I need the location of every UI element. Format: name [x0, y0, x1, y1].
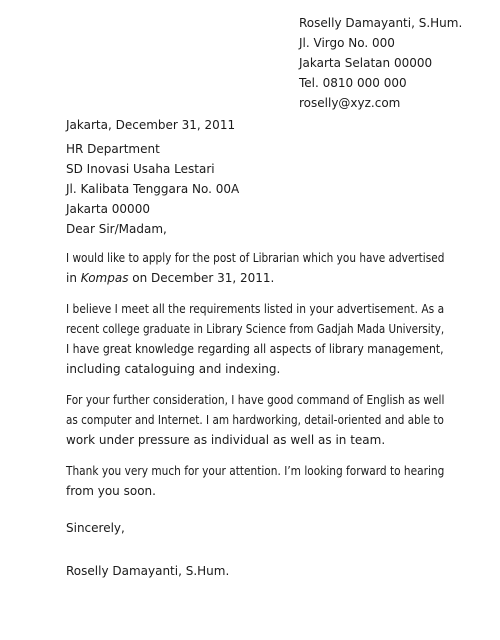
- paragraph-text: in: [66, 271, 81, 285]
- sender-name: Roselly Damayanti, S.Hum.: [299, 16, 463, 30]
- paragraph-line: from you soon.: [66, 484, 156, 498]
- paragraph-line: I have great knowledge regarding all aspects of library management,: [66, 342, 444, 356]
- complimentary-closing: [66, 518, 125, 538]
- newspaper-name: Kompas: [80, 271, 129, 285]
- sender-address-block: [299, 13, 462, 113]
- paragraph-line: as computer and Internet. I am hardworking, detail-oriented and able to: [66, 413, 444, 427]
- paragraph-line: Thank you very much for your attention. I’m looking forward to hearing: [66, 464, 445, 478]
- recipient-street: Jl. Kalibata Tenggara No. 00A: [66, 182, 240, 196]
- closing-text: Sincerely,: [66, 521, 125, 535]
- salutation: [66, 219, 167, 239]
- recipient-city: Jakarta 00000: [66, 202, 150, 216]
- paragraph-line: recent college graduate in Library Science from Gadjah Mada University,: [66, 322, 445, 336]
- recipient-address-block: [66, 139, 239, 219]
- letter-body: [66, 248, 444, 512]
- paragraph-text: on December 31, 2011.: [128, 271, 275, 285]
- salutation-text: Dear Sir/Madam,: [66, 222, 167, 236]
- recipient-department: HR Department: [66, 142, 160, 156]
- paragraph-line: work under pressure as individual as well as in team.: [66, 433, 386, 447]
- recipient-organization: SD Inovasi Usaha Lestari: [66, 162, 215, 176]
- paragraph-line: For your further consideration, I have good command of English as well: [66, 393, 445, 407]
- letter-date: [66, 115, 235, 135]
- paragraph-line: I would like to apply for the post of Librarian which you have advertised: [66, 251, 445, 265]
- sender-phone: Tel. 0810 000 000: [299, 76, 407, 90]
- paragraph-application: [66, 248, 444, 288]
- paragraph-thanks: [66, 461, 444, 501]
- paragraph-line: I believe I meet all the requirements listed in your advertisement. As a: [66, 302, 445, 316]
- date-text: Jakarta, December 31, 2011: [66, 118, 236, 132]
- signature-name: Roselly Damayanti, S.Hum.: [66, 564, 230, 578]
- sender-city: Jakarta Selatan 00000: [299, 56, 433, 70]
- sender-email: roselly@xyz.com: [299, 96, 401, 110]
- paragraph-qualifications: [66, 299, 444, 379]
- paragraph-line: [66, 268, 444, 288]
- paragraph-line: including cataloguing and indexing.: [66, 362, 281, 376]
- sender-street: Jl. Virgo No. 000: [299, 36, 395, 50]
- paragraph-skills: [66, 390, 444, 450]
- signature-block: [66, 561, 229, 581]
